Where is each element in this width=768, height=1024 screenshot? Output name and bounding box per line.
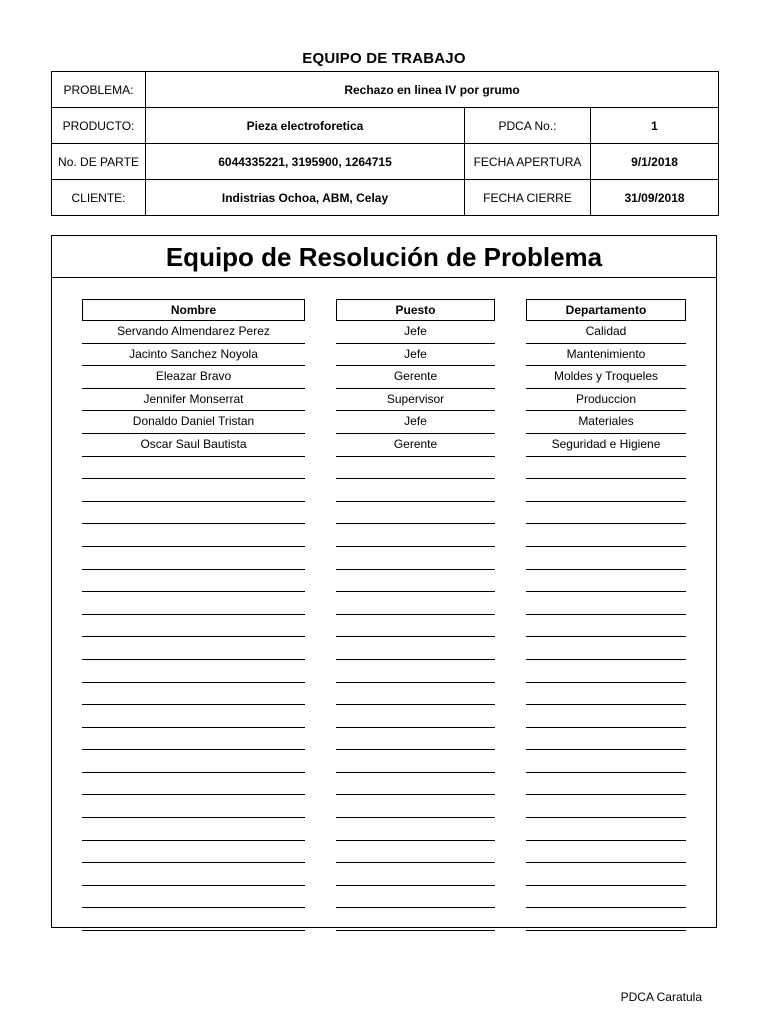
pdca-value: 1 (591, 108, 719, 144)
puesto-column (336, 299, 495, 931)
blank-line (336, 660, 495, 683)
blank-line (336, 592, 495, 615)
cliente-row (52, 180, 719, 216)
blank-line (526, 637, 686, 660)
parte-row (52, 144, 719, 180)
nombre-column (82, 299, 305, 931)
cliente-label: CLIENTE: (52, 180, 146, 216)
apertura-label: FECHA APERTURA (465, 144, 591, 180)
departamento-cell: Materiales (526, 411, 686, 434)
blank-line (336, 886, 495, 909)
apertura-value: 9/1/2018 (591, 144, 719, 180)
parte-value: 6044335221, 3195900, 1264715 (146, 144, 465, 180)
blank-line (82, 908, 305, 931)
blank-line (82, 728, 305, 751)
team-title: Equipo de Resolución de Problema (52, 236, 716, 278)
blank-line (82, 479, 305, 502)
puesto-cell: Jefe (336, 344, 495, 367)
cierre-label: FECHA CIERRE (465, 180, 591, 216)
blank-line (526, 615, 686, 638)
blank-line (526, 502, 686, 525)
blank-line (526, 841, 686, 864)
blank-line (336, 773, 495, 796)
departamento-cell: Calidad (526, 321, 686, 344)
blank-line (336, 547, 495, 570)
cierre-value: 31/09/2018 (591, 180, 719, 216)
blank-line (336, 705, 495, 728)
blank-line (526, 818, 686, 841)
blank-line (336, 863, 495, 886)
blank-line (82, 683, 305, 706)
blank-line (526, 479, 686, 502)
producto-label: PRODUCTO: (52, 108, 146, 144)
blank-line (82, 863, 305, 886)
cliente-value: Indistrias Ochoa, ABM, Celay (146, 180, 465, 216)
blank-line (526, 773, 686, 796)
blank-line (526, 660, 686, 683)
blank-line (82, 660, 305, 683)
blank-line (526, 524, 686, 547)
departamento-column (526, 299, 686, 931)
departamento-cell: Moldes y Troqueles (526, 366, 686, 389)
blank-line (526, 592, 686, 615)
blank-line (336, 728, 495, 751)
producto-value: Pieza electroforetica (146, 108, 465, 144)
puesto-cell: Jefe (336, 321, 495, 344)
blank-line (336, 750, 495, 773)
nombre-header: Nombre (82, 299, 305, 321)
nombre-cell: Eleazar Bravo (82, 366, 305, 389)
blank-line (526, 728, 686, 751)
footer-label: PDCA Caratula (620, 990, 702, 1004)
blank-line (82, 795, 305, 818)
blank-line (82, 886, 305, 909)
blank-line (82, 773, 305, 796)
blank-line (82, 615, 305, 638)
blank-line (82, 457, 305, 480)
blank-line (336, 795, 495, 818)
departamento-cell: Produccion (526, 389, 686, 412)
departamento-cell: Mantenimiento (526, 344, 686, 367)
nombre-cell: Donaldo Daniel Tristan (82, 411, 305, 434)
blank-line (526, 750, 686, 773)
blank-line (526, 683, 686, 706)
puesto-cell: Gerente (336, 434, 495, 457)
blank-line (526, 705, 686, 728)
producto-row (52, 108, 719, 144)
blank-line (526, 570, 686, 593)
blank-line (526, 547, 686, 570)
parte-label: No. DE PARTE (52, 144, 146, 180)
blank-line (336, 841, 495, 864)
blank-line (336, 818, 495, 841)
blank-line (336, 524, 495, 547)
blank-line (82, 502, 305, 525)
pdca-label: PDCA No.: (465, 108, 591, 144)
blank-line (82, 818, 305, 841)
blank-line (82, 524, 305, 547)
blank-line (336, 683, 495, 706)
blank-line (526, 886, 686, 909)
blank-line (336, 615, 495, 638)
header-info-table (51, 71, 719, 216)
departamento-header: Departamento (526, 299, 686, 321)
blank-line (336, 637, 495, 660)
nombre-cell: Oscar Saul Bautista (82, 434, 305, 457)
nombre-cell: Servando Almendarez Perez (82, 321, 305, 344)
blank-line (336, 908, 495, 931)
nombre-cell: Jennifer Monserrat (82, 389, 305, 412)
blank-line (526, 795, 686, 818)
puesto-cell: Gerente (336, 366, 495, 389)
blank-line (336, 502, 495, 525)
team-section (51, 235, 717, 928)
problema-value: Rechazo en linea IV por grumo (146, 72, 719, 108)
puesto-cell: Supervisor (336, 389, 495, 412)
blank-line (82, 637, 305, 660)
blank-line (82, 750, 305, 773)
blank-line (526, 863, 686, 886)
blank-line (526, 457, 686, 480)
blank-line (82, 841, 305, 864)
departamento-cell: Seguridad e Higiene (526, 434, 686, 457)
problema-label: PROBLEMA: (52, 72, 146, 108)
blank-line (82, 592, 305, 615)
puesto-header: Puesto (336, 299, 495, 321)
page-title: EQUIPO DE TRABAJO (302, 50, 466, 67)
blank-line (82, 570, 305, 593)
blank-line (82, 705, 305, 728)
blank-line (336, 457, 495, 480)
blank-line (336, 570, 495, 593)
blank-line (82, 547, 305, 570)
nombre-cell: Jacinto Sanchez Noyola (82, 344, 305, 367)
blank-line (336, 479, 495, 502)
blank-line (526, 908, 686, 931)
problema-row (52, 72, 719, 108)
puesto-cell: Jefe (336, 411, 495, 434)
